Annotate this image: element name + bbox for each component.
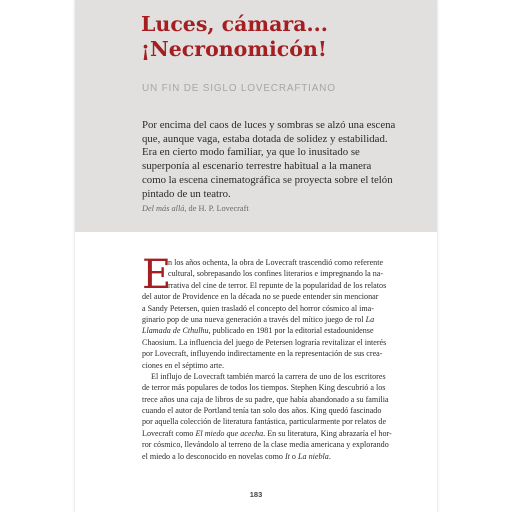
work-title: El miedo que acecha: [195, 428, 264, 438]
work-title: La: [365, 314, 375, 324]
body-text-run: Lovecraft como: [142, 428, 196, 438]
body-line: [142, 314, 428, 325]
epigraph: [142, 119, 427, 201]
body-line: [142, 325, 428, 336]
body-line: [142, 451, 428, 462]
body-line: El influjo de Lovecraft también marcó la carrera de uno de los escritores: [151, 371, 386, 381]
body-text-run: ginario pop de una nueva generación a través del mítico juego de rol: [142, 314, 364, 324]
citation-author: , de H. P. Lovecraft: [184, 204, 249, 213]
epigraph-citation: [142, 204, 249, 213]
body-text: [142, 252, 428, 462]
work-title: Llamada de Cthulhu: [142, 326, 209, 336]
epigraph-line: que, aunque vaga, estaba dotada de solidez y estabilidad.: [142, 132, 388, 145]
body-line: n los años ochenta, la obra de Lovecraft trascendió como referente: [168, 258, 384, 267]
body-line: por aquella colección de literatura fantástica, particularmente por relatos de: [142, 417, 387, 427]
body-text-run: el miedo a lo desconocido en novelas como: [142, 451, 285, 461]
body-line: por Lovecraft, influyendo indirectamente en la representación de sus crea-: [142, 349, 383, 359]
work-title: It: [284, 451, 290, 461]
page-number: 183: [249, 490, 263, 499]
epigraph-line: Era en cierto modo familiar, ya que lo inusitado se: [142, 146, 360, 159]
body-line: cuando el autor de Portland tenía tan solo dos años. King quedó fascinado: [142, 406, 382, 416]
chapter-title-line-2: ¡Necronomicón!: [141, 37, 327, 61]
epigraph-line: como la escena cinematográfica se proyecta sobre el telón: [142, 173, 393, 186]
body-line: del autor de Providence en la década no se puede entender sin mencionar: [142, 292, 379, 302]
body-text-run: . En su literatura, King abrazaría el hor-: [263, 428, 392, 438]
body-line: de terror más populares de todos los tiempos. Stephen King descubrió a los: [142, 383, 386, 393]
epigraph-line: superponía al escenario terrestre habitual a la manera: [142, 160, 372, 173]
body-line: cultural, sobrepasando los confines literarios e impregnando la na-: [168, 269, 384, 279]
body-line: trece años una caja de libros de su padre, que había abandonado a su familia: [142, 394, 389, 404]
drop-cap: E: [142, 252, 172, 298]
work-title: La niebla: [298, 451, 329, 461]
body-text-run: , publicado en 1981 por la editorial estadounidense: [208, 326, 374, 336]
body-line: a Sandy Petersen, quien trasladó el concepto del horror cósmico al ima-: [142, 303, 374, 313]
chapter-header-panel: [75, 0, 437, 232]
body-line: Chaosium. La influencia del juego de Petersen lograría revitalizar el interés: [142, 337, 387, 347]
body-text-run: o: [289, 451, 298, 461]
epigraph-line: Por encima del caos de luces y sombras se alzó una escena: [142, 119, 396, 131]
citation-work-title: Del más allá: [142, 204, 185, 213]
book-page: [75, 0, 437, 512]
body-line: rrativa del cine de terror. El repunte de la popularidad de los relatos: [168, 280, 387, 290]
chapter-title: [141, 12, 431, 62]
body-line: ror cósmico, llevándolo al terreno de la clase media americana y explorando: [142, 440, 389, 450]
chapter-title-line-1: Luces, cámara...: [141, 12, 328, 36]
epigraph-line: pintado de un teatro.: [142, 187, 231, 200]
body-line: ciones en el séptimo arte.: [142, 360, 225, 370]
body-line: [142, 428, 428, 439]
chapter-subtitle: UN FIN DE SIGLO LOVECRAFTIANO: [142, 83, 336, 94]
body-text-run: .: [328, 451, 331, 461]
